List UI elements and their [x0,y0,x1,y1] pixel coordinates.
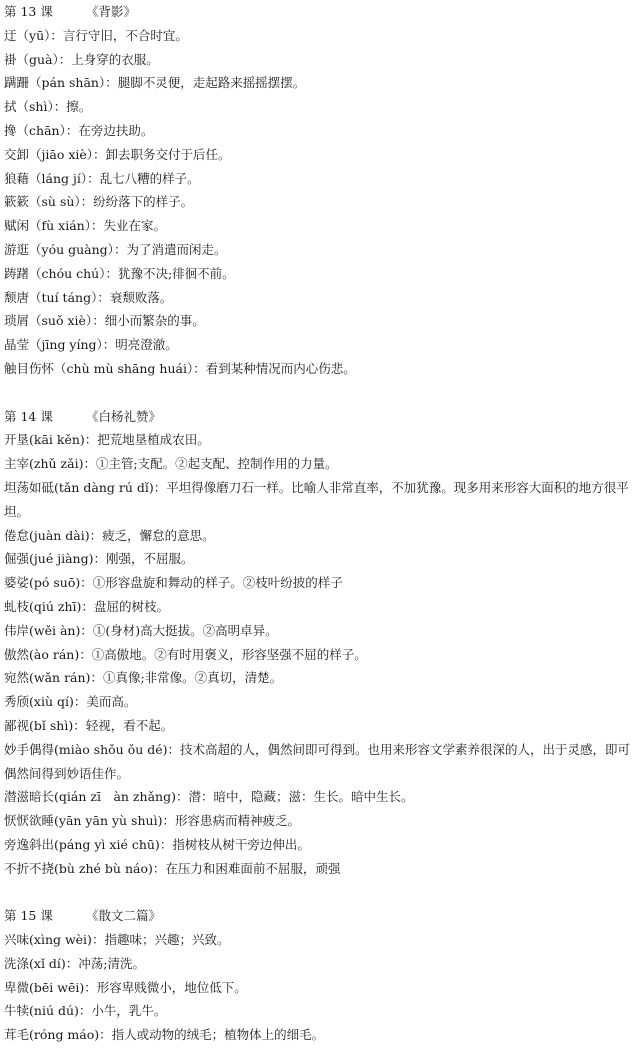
vocab-pinyin: (xǐ dí) [29,955,66,971]
vocab-def: ：指趣味；兴趣；兴致。 [91,932,230,948]
vocab-def: ：言行守旧，不合时宜。 [50,27,188,43]
vocab-pinyin: (qián zī àn zhǎng) [54,789,176,805]
vocab-pinyin: （jiāo xiè） [29,146,94,162]
vocab-def: ：形容卑贱微小，地位低下。 [84,979,247,995]
vocab-def: ：卸去职务交付于后任。 [93,146,231,162]
vocab-entry [4,214,636,238]
vocab-term: 秀颀 [4,694,30,710]
vocab-pinyin: （sù sù） [29,194,81,210]
vocab-def: ：①(身材)高大挺拔。②高明卓异。 [80,622,278,638]
vocab-pinyin: (wěi àn) [29,622,81,638]
vocab-term: 倦怠 [4,527,30,543]
vocab-list [4,24,636,381]
vocab-def: ：把荒地垦植成农田。 [84,432,210,448]
section-spacer [4,381,636,405]
vocab-entry [4,476,636,524]
vocab-term: 宛然 [4,670,30,686]
vocab-pinyin: （suǒ xiè） [29,313,93,329]
vocab-pinyin: （láng jí） [29,170,88,186]
vocab-def: ：腿脚不灵便，走起路来摇摇摆摆。 [105,75,306,91]
vocab-pinyin: （yóu guàng） [29,241,114,257]
vocab-term: 牛犊 [4,1003,30,1019]
vocab-entry [4,309,636,333]
vocab-def: ：纷纷落下的样子。 [80,194,194,210]
vocab-term: 褂 [4,51,17,67]
vocab-list [4,428,636,880]
vocab-entry [4,643,636,667]
vocab-entry [4,690,636,714]
vocab-entry [4,24,636,48]
vocab-def: ：衰颓败落。 [97,289,173,305]
vocab-entry [4,571,636,595]
vocab-def: ：乱七八糟的样子。 [87,170,200,186]
vocab-def: ：轻视，看不起。 [73,717,174,733]
vocab-entry [4,48,636,72]
vocab-def: ：擦。 [53,99,92,115]
vocab-term: 虬枝 [4,598,30,614]
vocab-term: 簌簌 [4,194,30,210]
vocab-pinyin: （pán shān） [29,75,106,91]
vocab-def: ：在压力和困难面前不屈服，顽强 [152,860,341,876]
vocab-term: 旁逸斜出 [4,836,55,852]
vocab-entry [4,857,636,881]
vocab-def: ：细小而繁杂的事。 [92,313,205,329]
vocab-term: 卑微 [4,979,30,995]
vocab-def: ：技术高超的人，偶然间即可得到。也用来形容文学素养很深的人，出于灵感，即可偶然间得到妙语佳作。 [4,741,631,781]
lesson-number: 第 15 课 [4,908,53,924]
vocab-def: ：犹豫不决;徘徊不前。 [105,265,235,281]
vocab-entry [4,333,636,357]
vocab-term: 晶莹 [4,337,30,353]
vocab-term: 婆娑 [4,575,30,591]
vocab-term: 搀 [4,122,17,138]
vocab-entry [4,952,636,976]
vocab-def: ：平坦得像磨刀石一样。比喻人非常直率，不加犹豫。现多用来形容大面积的地方很平坦。 [4,479,629,519]
lesson-number: 第 13 课 [4,4,53,19]
vocab-def: ：潜：暗中，隐藏；滋：生长。暗中生长。 [175,789,414,805]
vocab-entry [4,666,636,690]
vocab-term: 拭 [4,99,17,115]
vocab-entry [4,357,636,381]
vocab-def: ：小牛，乳牛。 [78,1003,167,1019]
vocab-def: ：为了消遣而闲走。 [113,241,227,257]
vocab-pinyin: (bēi wēi) [29,979,85,995]
vocab-entry [4,167,636,191]
vocab-def: ：明亮澄澈。 [102,337,178,353]
vocab-entry [4,928,636,952]
vocab-pinyin: (páng yì xié chū) [54,836,160,852]
lesson-14-section [4,405,636,881]
vocab-entry [4,809,636,833]
vocab-entry [4,976,636,1000]
vocab-entry [4,785,636,809]
vocab-pinyin: (xìng wèi) [29,932,92,948]
lesson-header [4,904,636,928]
vocab-def: ：失业在家。 [90,218,166,234]
vocab-pinyin: （jīng yíng） [29,337,103,353]
vocab-term: 恹恹欲睡 [4,813,55,829]
vocab-def: ：形容患病而精神疲乏。 [162,813,300,829]
vocab-pinyin: (róng máo) [29,1027,100,1043]
vocab-def: ：盘屈的树枝。 [81,598,169,614]
vocab-term: 茸毛 [4,1027,30,1043]
vocab-term: 伟岸 [4,622,30,638]
vocab-term: 主宰 [4,456,30,472]
vocab-def: ：看到某种情况而内心伤悲。 [193,360,356,376]
vocab-pinyin: (wǎn rán) [29,670,91,686]
vocab-entry [4,833,636,857]
vocab-def: ：上身穿的衣服。 [58,51,159,67]
vocab-list [4,928,636,1047]
vocab-pinyin: (yān yān yù shuì) [54,813,163,829]
lesson-header [4,0,636,24]
vocab-def: ：冲荡;清洗。 [65,955,146,971]
vocab-entry [4,428,636,452]
vocab-entry [4,95,636,119]
vocab-entry [4,143,636,167]
vocab-pinyin: (kāi kěn) [29,432,85,448]
vocab-pinyin: (pó suō) [29,575,81,591]
vocab-entry [4,238,636,262]
vocab-pinyin: （fù xián） [29,218,91,234]
vocab-entry [4,999,636,1023]
vocab-pinyin: (qiú zhī) [29,598,82,614]
vocab-term: 交卸 [4,146,30,162]
vocab-pinyin: (juàn dài) [29,527,90,543]
vocab-entry [4,119,636,143]
vocab-entry [4,452,636,476]
lesson-title: 《散文二篇》 [86,908,162,924]
vocab-term: 琐屑 [4,313,30,329]
vocab-def: ：指人或动物的绒毛；植物体上的细毛。 [99,1027,325,1043]
vocab-entry [4,1023,636,1047]
lesson-15-section [4,904,636,1047]
vocab-term: 迂 [4,27,17,43]
vocab-term: 妙手偶得 [4,741,55,757]
vocab-entry [4,262,636,286]
vocab-term: 坦荡如砥 [4,479,55,495]
vocab-pinyin: (miào shǒu ǒu dé) [54,741,168,757]
vocab-def: ：在旁边扶助。 [65,122,154,138]
vocab-term: 洗涤 [4,955,30,971]
vocab-pinyin: （yū） [16,27,51,43]
vocab-pinyin: （chù mù shāng huái） [54,360,194,376]
vocab-pinyin: (tǎn dàng rú dǐ) [54,479,154,495]
vocab-def: ：①高傲地。②有时用褒义，形容坚强不屈的样子。 [79,646,367,662]
vocab-entry [4,714,636,738]
vocab-term: 踌躇 [4,265,30,281]
vocab-pinyin: (zhǔ zǎi) [29,456,84,472]
vocab-term: 游逛 [4,241,30,257]
vocab-pinyin: （tuí táng） [29,289,98,305]
vocab-entry [4,286,636,310]
vocabulary-document [4,0,636,1047]
vocab-entry [4,190,636,214]
vocab-pinyin: (xiù qí) [29,694,74,710]
vocab-entry [4,547,636,571]
vocab-term: 蹒跚 [4,75,30,91]
vocab-pinyin: (niú dú) [29,1003,79,1019]
vocab-def: ：刚强，不屈服。 [93,551,194,567]
vocab-term: 触目伤怀 [4,360,55,376]
vocab-def: ：美而高。 [73,694,137,710]
vocab-entry [4,595,636,619]
vocab-term: 赋闲 [4,218,30,234]
vocab-pinyin: (bǐ shì) [29,717,74,733]
vocab-entry [4,71,636,95]
lesson-13-section [4,0,636,381]
vocab-pinyin: （shì） [16,99,54,115]
vocab-def: ：①形容盘旋和舞动的样子。②枝叶纷披的样子 [80,575,343,591]
vocab-pinyin: （guà） [16,51,59,67]
vocab-pinyin: (bù zhé bù náo) [54,860,153,876]
vocab-term: 倔强 [4,551,30,567]
vocab-def: ：疲乏，懈怠的意思。 [89,527,215,543]
vocab-pinyin: (ào rán) [29,646,80,662]
vocab-term: 兴味 [4,932,30,948]
vocab-entry [4,524,636,548]
vocab-term: 颓唐 [4,289,30,305]
vocab-term: 不折不挠 [4,860,55,876]
vocab-def: ：指树枝从树干旁边伸出。 [159,836,310,852]
vocab-term: 潜滋暗长 [4,789,55,805]
lesson-title: 《白杨礼赞》 [86,408,162,424]
vocab-term: 傲然 [4,646,30,662]
vocab-entry [4,738,636,786]
lesson-header [4,405,636,429]
vocab-def: ：①主管;支配。②起支配、控制作用的力量。 [83,456,338,472]
vocab-entry [4,619,636,643]
vocab-term: 狼藉 [4,170,30,186]
section-spacer [4,880,636,904]
vocab-def: ：①真像;非常像。②真切，清楚。 [90,670,283,686]
vocab-term: 开垦 [4,432,30,448]
vocab-pinyin: （chān） [16,122,66,138]
vocab-pinyin: (jué jiàng) [29,551,94,567]
lesson-number: 第 14 课 [4,408,53,424]
lesson-title: 《背影》 [86,4,137,19]
vocab-pinyin: （chóu chú） [29,265,106,281]
vocab-term: 鄙视 [4,717,30,733]
